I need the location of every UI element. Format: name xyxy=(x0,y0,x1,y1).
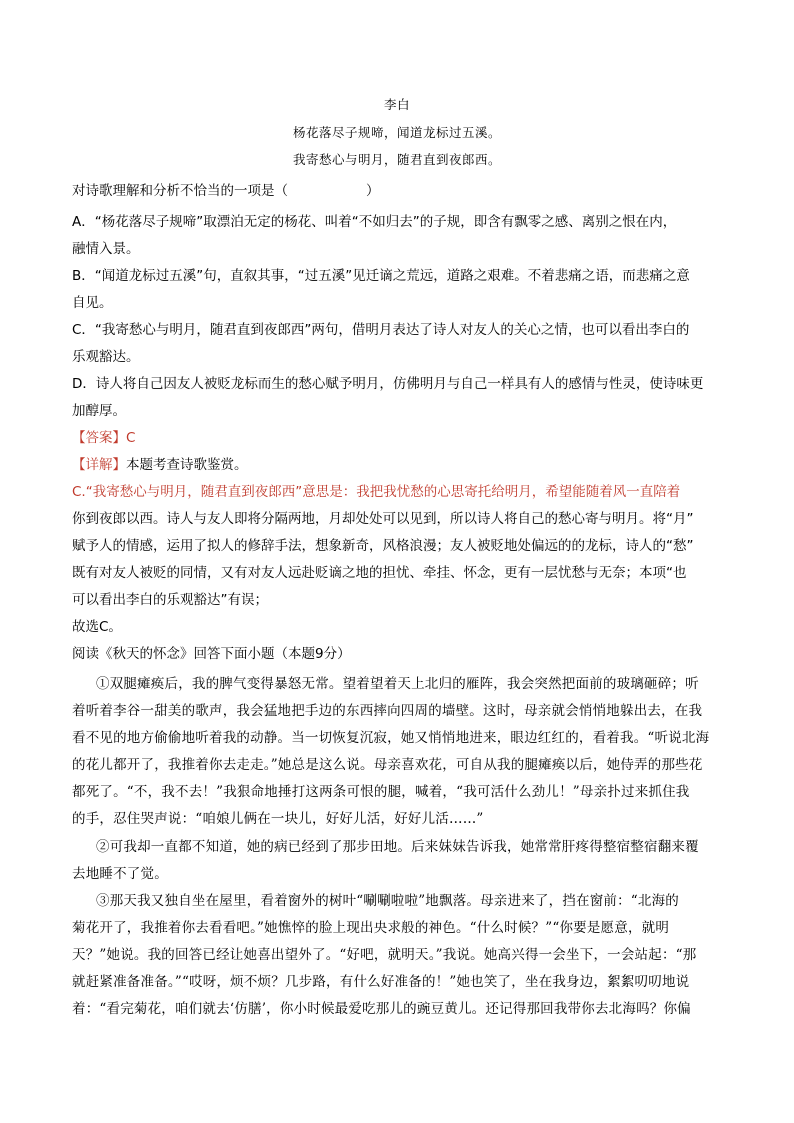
question-stem-text: 对诗歌理解和分析不恰当的一项是（ xyxy=(72,183,288,199)
passage-p1-line-3: 看不见的地方偷偷地听着我的动静。当一切恢复沉寂，她又悄悄地进来，眼边红红的，看着我。“听说北海 xyxy=(72,730,710,746)
detail-line-5: 可以看出李白的乐观豁达”有误； xyxy=(72,592,268,608)
detail-label: 【详解】 xyxy=(72,457,126,473)
option-a-line-1: A．“杨花落尽子规啼”取漂泊无定的杨花、叫着“不如归去”的子规，即含有飘零之感、离别之恨在内， xyxy=(72,214,677,230)
answer-label: 【答案】 xyxy=(72,430,126,446)
answer-value: C xyxy=(126,430,136,446)
passage-p3-line-1: ③那天我又独自坐在屋里，看着窗外的树叶“唰唰啦啦”地飘落。母亲进来了，挡在窗前：“北海的 xyxy=(96,893,680,909)
option-a-line-2: 融情入景。 xyxy=(72,241,140,257)
passage-p1-line-6: 的手，忍住哭声说：“咱娘儿俩在一块儿，好好儿活，好好儿活……” xyxy=(72,811,484,827)
passage-p1-line-4: 的花儿都开了，我推着你去走走。”她总是这么说。母亲喜欢花，可自从我的腿瘫痪以后，她侍弄的那些花 xyxy=(72,757,703,773)
option-b-line-1: B．“闻道龙标过五溪”句，直叙其事，“过五溪”见迁谪之荒远，道路之艰难。不着悲痛之语，而悲痛之意 xyxy=(72,268,690,284)
option-b-line-2: 自见。 xyxy=(72,295,113,311)
detail-line-4: 既有对友人被贬的同情，又有对友人远赴贬谪之地的担忧、牵挂、怀念，更有一层忧愁与无奈；本项“也 xyxy=(72,565,687,581)
question-stem-close: ） xyxy=(366,183,380,199)
poem-line-2: 我寄愁心与明月，随君直到夜郎西。 xyxy=(292,152,501,167)
option-d-line-1: D．诗人将自己因友人被贬龙标而生的愁心赋予明月，仿佛明月与自己一样具有人的感情与性灵，使诗味更 xyxy=(72,376,704,392)
answer-line xyxy=(72,426,135,446)
option-d-line-2: 加醇厚。 xyxy=(72,403,126,419)
detail-conclusion: 故选C。 xyxy=(72,619,122,635)
question-stem xyxy=(72,179,380,199)
passage-p1-line-1: ①双腿瘫痪后，我的脾气变得暴怒无常。望着望着天上北归的雁阵，我会突然把面前的玻璃砸碎；听 xyxy=(96,676,699,692)
passage-p3-line-5: 着：“看完菊花，咱们就去‘仿膳’，你小时候最爱吃那儿的豌豆黄儿。还记得那回我带你去北海吗？你偏 xyxy=(72,1001,691,1017)
passage-p3-line-2: 菊花开了，我推着你去看看吧。”她憔悴的脸上现出央求般的神色。“什么时候？”“你要是愿意，就明 xyxy=(72,920,670,936)
passage-p2-line-2: 去地睡不了觉。 xyxy=(72,866,168,882)
passage-p1-line-2: 着听着李谷一甜美的歌声，我会猛地把手边的东西摔向四周的墙壁。这时，母亲就会悄悄地躲出去，在我 xyxy=(72,703,703,719)
detail-line-3: 赋予人的情感，运用了拟人的修辞手法，想象新奇，风格浪漫；友人被贬地处偏远的的龙标，诗人的“愁” xyxy=(72,538,694,554)
reading-heading: 阅读《秋天的怀念》回答下面小题（本题9分） xyxy=(72,646,351,662)
poem-author: 李白 xyxy=(383,97,410,112)
passage-p3-line-3: 天？”她说。我的回答已经让她喜出望外了。“好吧，就明天。”我说。她高兴得一会坐下，一会站起：“那 xyxy=(72,947,697,963)
passage-p1-line-5: 都死了。“不，我不去！”我狠命地捶打这两条可恨的腿，喊着，“我可活什么劲儿！”母亲扑过来抓住我 xyxy=(72,784,690,800)
poem-line-1: 杨花落尽子规啼，闻道龙标过五溪。 xyxy=(292,125,501,140)
passage-p2-line-1: ②可我却一直都不知道，她的病已经到了那步田地。后来妹妹告诉我，她常常肝疼得整宿整宿翻来覆 xyxy=(96,839,699,855)
passage-p3-line-4: 就赶紧准备准备。”“哎呀，烦不烦？几步路，有什么好准备的！”她也笑了，坐在我身边，絮絮叨叨地说 xyxy=(72,974,690,990)
detail-red-line: C.“我寄愁心与明月，随君直到夜郎西”意思是：我把我忧愁的心思寄托给明月，希望能随着风一直陪着 xyxy=(72,484,681,500)
option-c-line-1: C．“我寄愁心与明月，随君直到夜郎西”两句，借明月表达了诗人对友人的关心之情，也可以看出李白的 xyxy=(72,322,690,338)
detail-intro: 本题考查诗歌鉴赏。 xyxy=(126,457,248,473)
detail-line-2: 你到夜郎以西。诗人与友人即将分隔两地，月却处处可以见到，所以诗人将自己的愁心寄与明月。将“月” xyxy=(72,511,694,527)
option-c-line-2: 乐观豁达。 xyxy=(72,349,140,365)
detail-line xyxy=(72,453,248,473)
